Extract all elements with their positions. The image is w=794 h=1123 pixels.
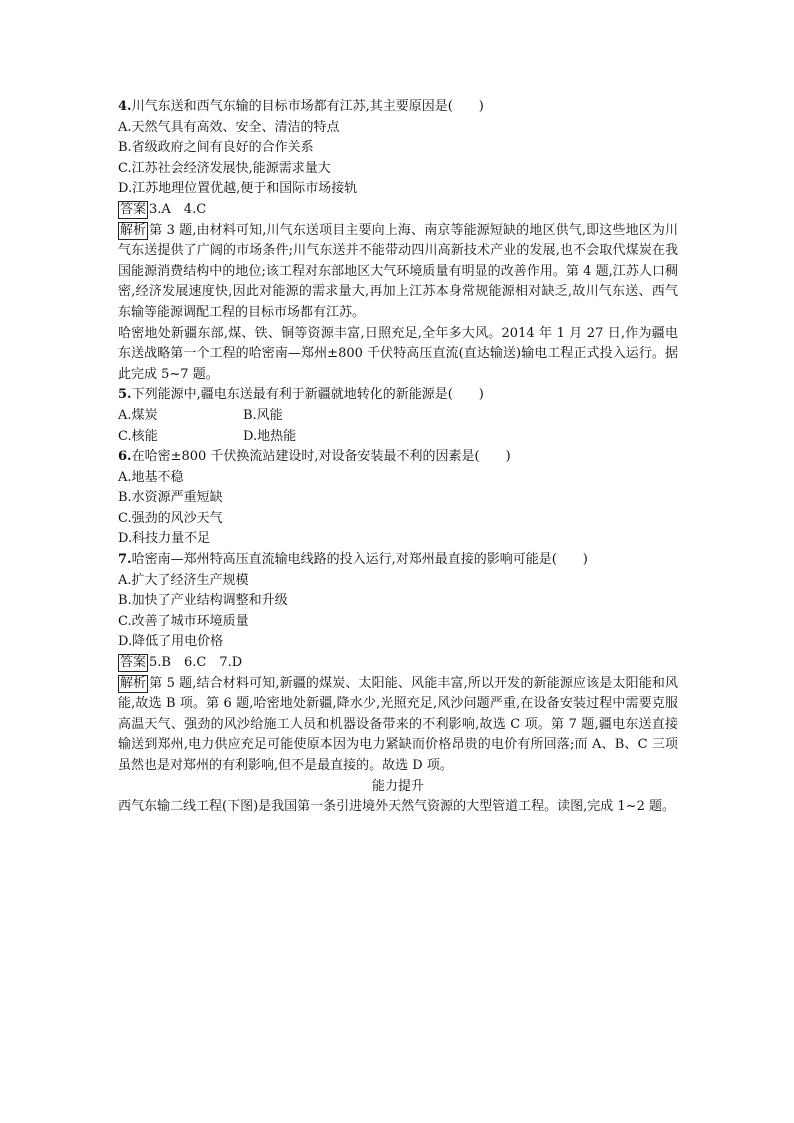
question-4-text: 川气东送和西气东输的目标市场都有江苏,其主要原因是( ) [131,99,484,114]
question-5-options-row-2 [118,427,678,448]
question-4-option-b: B.省级政府之间有良好的合作关系 [118,140,314,156]
document-body [118,97,678,818]
analysis-block-2 [118,674,678,777]
question-5-options-row-1 [118,406,678,427]
question-6-number: 6. [118,449,132,465]
analysis-tag: 解析 [120,222,147,238]
analysis-text: 第 3 题,由材料可知,川气东送项目主要向上海、南京等能源短缺的地区供气,即这些地区为川气东送提供了广阔的市场条件;川气东送并不能带动四川高新技术产业的发展,也不会取代煤炭在我国能源消费结构中的地位;该工程对东部地区大气环境质量有明显的改善作用。第 4 题,江苏人口稠密,经济发展速度快,因此对能源的需求量大,再加上江苏本身常规能源相对缺乏,故川气东送、西气东输等能源调配工程的目标市场都有江苏。 [118,222,678,320]
question-6-option-a: A.地基不稳 [118,469,184,485]
question-6-option-c: C.强劲的风沙天气 [118,510,223,526]
question-4-option-a: A.天然气具有高效、安全、清洁的特点 [118,119,340,135]
material-paragraph: 哈密地处新疆东部,煤、铁、铜等资源丰富,日照充足,全年多大风。2014 年 1 月 27 日,作为疆电东送战略第一个工程的哈密南—郑州±800 千伏特高压直流(直达输送)输电工程正式投入运行。据此完成 5~7 题。 [118,325,678,382]
question-5-number: 5. [118,387,132,403]
question-6-option-d: D.科技力量不足 [118,531,211,547]
question-7-option-b: B.加快了产业结构调整和升级 [118,593,288,609]
section-title: 能力提升 [371,778,424,794]
question-7-option-c: C.改善了城市环境质量 [118,613,249,629]
question-6-stem [118,447,678,468]
answer-tag: 答案 [120,655,147,671]
question-4-option-c: C.江苏社会经济发展快,能源需求量大 [118,160,331,176]
question-4-number: 4. [118,99,132,114]
question-4-stem [118,97,678,118]
question-5-option-a: A.煤炭 [118,407,158,423]
answer-block-2 [118,653,678,674]
question-7-option-d: D.降低了用电价格 [118,634,224,650]
analysis-block-1 [118,221,678,324]
question-7-stem [118,550,678,571]
question-6-text: 在哈密±800 千伏换流站建设时,对设备安装最不利的因素是( ) [131,449,511,465]
answer-tag: 答案 [120,201,147,217]
question-7-text: 哈密南—郑州特高压直流输电线路的投入运行,对郑州最直接的影响可能是( ) [131,552,588,568]
question-5-option-d: D.地热能 [243,428,297,444]
question-7-option-a: A.扩大了经济生产规模 [118,572,249,588]
answer-text: 3.A 4.C [149,201,207,217]
question-5-option-b: B.风能 [243,407,283,423]
answer-block-1 [118,200,678,221]
question-5-text: 下列能源中,疆电东送最有利于新疆就地转化的新能源是( ) [131,387,484,403]
question-7-number: 7. [118,552,132,568]
question-5-stem [118,385,678,406]
final-material-paragraph: 西气东输二线工程(下图)是我国第一条引进境外天然气资源的大型管道工程。读图,完成 1~2 题。 [118,799,675,815]
analysis-text: 第 5 题,结合材料可知,新疆的煤炭、太阳能、风能丰富,所以开发的新能源应该是太阳能和风能,故选 B 项。第 6 题,哈密地处新疆,降水少,光照充足,风沙问题严重,在设备安装过程中需要克服高温天气、强劲的风沙给施工人员和机器设备带来的不利影响,故选 C 项。第 7 题,疆电东送直接输送到郑州,电力供应充足可能使原本因为电力紧缺而价格昂贵的电价有所回落;而 A、B、C 三项虽然也是对郑州的有利影响,但不是最直接的。故选 D 项。 [118,675,678,773]
answer-text: 5.B 6.C 7.D [149,655,243,671]
question-6-option-b: B.水资源严重短缺 [118,490,223,506]
question-4-option-d: D.江苏地理位置优越,便于和国际市场接轨 [118,181,358,197]
question-5-option-c: C.核能 [118,428,158,444]
analysis-tag: 解析 [120,675,147,691]
